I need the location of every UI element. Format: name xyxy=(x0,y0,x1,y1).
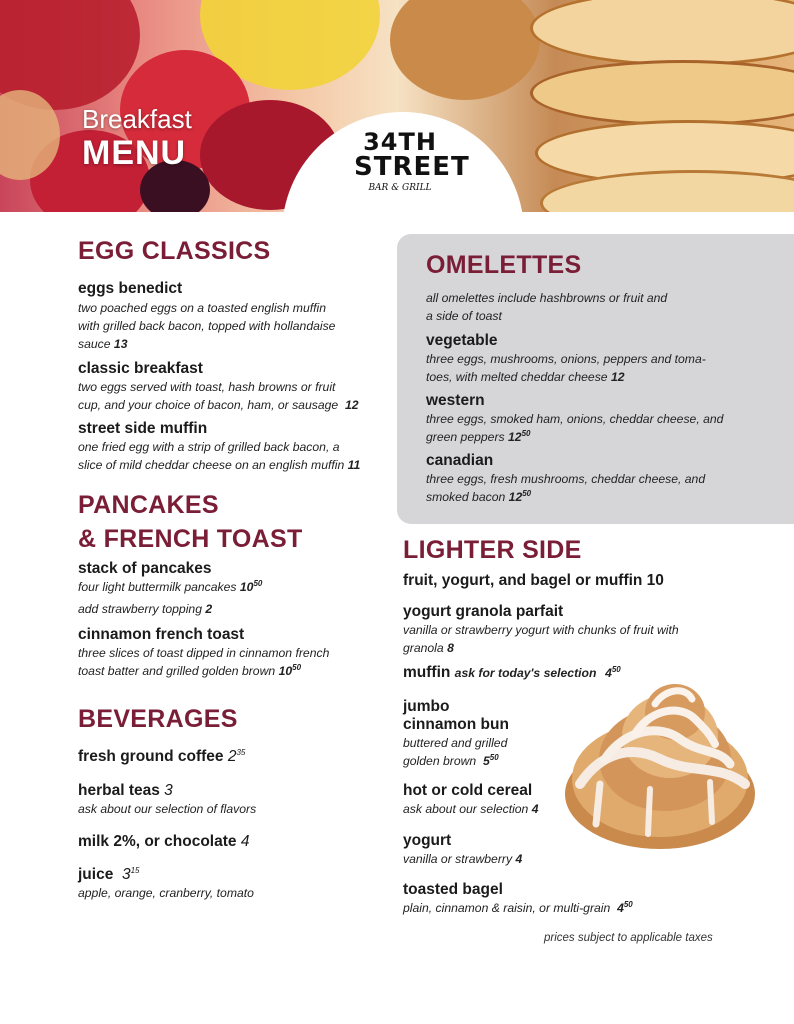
item-desc: ask about our selection of flavors xyxy=(78,802,257,816)
desc-line: golden brown xyxy=(403,754,477,768)
price xyxy=(122,866,140,883)
item-desc xyxy=(403,850,522,868)
desc-line: two poached eggs on a toasted english muffin xyxy=(78,301,326,315)
item-name: jumbo xyxy=(403,698,450,715)
price: 3 xyxy=(164,782,173,799)
desc-line: slice of mild cheddar cheese on an english muffin xyxy=(78,458,345,472)
desc-line: vanilla or strawberry xyxy=(403,852,513,866)
item-desc xyxy=(403,800,539,818)
item-desc xyxy=(78,578,262,596)
desc-line: ask about our selection xyxy=(403,802,529,816)
item-name: western xyxy=(426,392,485,409)
section-title-omelettes: OMELETTES xyxy=(426,251,582,279)
item-desc xyxy=(403,621,679,657)
price-main: 4 xyxy=(605,666,612,680)
desc-line: green peppers xyxy=(426,430,505,444)
price xyxy=(617,901,633,915)
item-name xyxy=(78,833,249,851)
item-desc xyxy=(426,410,723,446)
logo-line1: 34TH xyxy=(363,128,437,156)
section-title-french-toast: & FRENCH TOAST xyxy=(78,525,303,553)
price-sup: 50 xyxy=(253,578,263,588)
price-main: 10 xyxy=(278,664,293,678)
item-name: canadian xyxy=(426,452,494,469)
price-sup: 50 xyxy=(611,664,621,674)
desc-line: plain, cinnamon & raisin, or multi-grain xyxy=(403,901,611,915)
desc-line: buttered and grilled xyxy=(403,736,508,750)
item-label: muffin xyxy=(403,664,451,681)
desc-line: toast batter and grilled golden brown xyxy=(78,664,276,678)
menu-title xyxy=(82,104,192,172)
item-label: milk 2%, or chocolate xyxy=(78,833,237,850)
omelettes-intro xyxy=(426,289,667,325)
price-main: 4 xyxy=(617,901,624,915)
section-title-pancakes: PANCAKES xyxy=(78,491,219,519)
footer-note: prices subject to applicable taxes xyxy=(544,932,713,944)
item-desc xyxy=(78,644,329,680)
price xyxy=(483,754,499,768)
price: 2 xyxy=(205,602,213,616)
price xyxy=(240,580,262,594)
price-main: 10 xyxy=(239,580,254,594)
price-sup: 50 xyxy=(522,488,532,498)
section-title-beverages: BEVERAGES xyxy=(78,705,238,733)
desc-line: three eggs, fresh mushrooms, cheddar cheese, and xyxy=(426,472,706,486)
price: 8 xyxy=(447,641,454,655)
desc-line: three slices of toast dipped in cinnamon french xyxy=(78,646,330,660)
item-name: vegetable xyxy=(426,332,498,349)
desc-line: cup, and your choice of bacon, ham, or sausage xyxy=(78,398,339,412)
item-name: hot or cold cereal xyxy=(403,782,533,799)
item-name: toasted bagel xyxy=(403,881,503,898)
section-title-lighter-side: LIGHTER SIDE xyxy=(403,536,582,564)
price: 12 xyxy=(344,398,359,412)
menu-title-small: Breakfast xyxy=(82,104,192,134)
addon-text: add strawberry topping xyxy=(78,602,202,616)
pancake-shape xyxy=(530,0,794,66)
item-name xyxy=(78,782,173,800)
desc-line: granola xyxy=(403,641,444,655)
price-sup: 35 xyxy=(236,747,246,757)
desc-line: two eggs served with toast, hash browns or fruit xyxy=(78,380,336,394)
price: 4 xyxy=(515,852,523,866)
item-name xyxy=(78,748,245,766)
item-name: yogurt granola parfait xyxy=(403,603,564,620)
item-desc xyxy=(426,470,705,506)
desc-line: toes, with melted cheddar cheese xyxy=(426,370,608,384)
price-main: 5 xyxy=(482,754,490,768)
pancake-shape xyxy=(540,170,794,212)
item-name xyxy=(78,866,139,884)
item-name: yogurt xyxy=(403,832,452,849)
price xyxy=(508,430,530,444)
hero-banner xyxy=(0,0,794,212)
item-name: fruit, yogurt, and bagel or muffin 10 xyxy=(403,572,664,589)
price-sup: 50 xyxy=(623,899,633,909)
item-name: cinnamon bun xyxy=(403,716,509,733)
price: 4 xyxy=(240,833,250,850)
desc-line: sauce xyxy=(78,337,111,351)
item-name: stack of pancakes xyxy=(78,560,212,577)
desc-line: three eggs, smoked ham, onions, cheddar cheese, and xyxy=(426,412,724,426)
item-desc xyxy=(78,438,360,474)
item-label: juice xyxy=(78,866,114,883)
item-addon xyxy=(78,600,212,618)
price xyxy=(509,490,531,504)
price-main: 12 xyxy=(508,430,522,444)
item-name: street side muffin xyxy=(78,420,208,437)
price: 11 xyxy=(347,458,361,472)
desc-line: smoked bacon xyxy=(426,490,506,504)
item-desc xyxy=(403,899,633,917)
price-sup: 50 xyxy=(292,662,302,672)
desc-line: with grilled back bacon, topped with hollandaise xyxy=(78,319,336,333)
price xyxy=(228,748,246,765)
price: 13 xyxy=(113,337,128,351)
desc-line: three eggs, mushrooms, onions, peppers and toma- xyxy=(426,352,706,366)
price-sup: 50 xyxy=(489,752,499,762)
price-sup: 50 xyxy=(521,428,531,438)
item-desc: apple, orange, cranberry, tomato xyxy=(78,886,254,900)
price: 4 xyxy=(531,802,539,816)
price-main: 12 xyxy=(508,490,523,504)
menu-title-big: MENU xyxy=(82,134,187,172)
item-name: classic breakfast xyxy=(78,360,203,377)
logo-line3: BAR & GRILL xyxy=(368,183,432,193)
desc-line: four light buttermilk pancakes xyxy=(78,580,237,594)
item-name: eggs benedict xyxy=(78,280,183,297)
desc-line: vanilla or strawberry yogurt with chunks of fruit with xyxy=(403,623,679,637)
price-sup: 15 xyxy=(130,865,140,875)
item-desc xyxy=(78,299,335,353)
logo-line2: STREET xyxy=(354,152,470,182)
desc-line: a side of toast xyxy=(426,309,502,323)
inline-desc: ask for today's selection xyxy=(454,666,597,680)
desc-line: one fried egg with a strip of grilled back bacon, a xyxy=(78,440,340,454)
granola-shape xyxy=(390,0,540,100)
item-label: fresh ground coffee xyxy=(78,748,224,765)
item-label: herbal teas xyxy=(78,782,160,799)
item-desc xyxy=(78,378,359,414)
cinnamon-bun-image xyxy=(560,664,760,854)
section-title-egg-classics: EGG CLASSICS xyxy=(78,237,271,265)
logo xyxy=(354,128,470,194)
price: 12 xyxy=(610,370,625,384)
desc-line: all omelettes include hashbrowns or fruit and xyxy=(426,291,668,305)
price xyxy=(279,664,301,678)
item-name: cinnamon french toast xyxy=(78,626,245,643)
item-desc xyxy=(426,350,706,386)
item-desc xyxy=(403,734,507,770)
pancake-shape xyxy=(530,60,794,126)
price-main: 2 xyxy=(227,748,237,765)
price-main: 3 xyxy=(121,866,131,883)
